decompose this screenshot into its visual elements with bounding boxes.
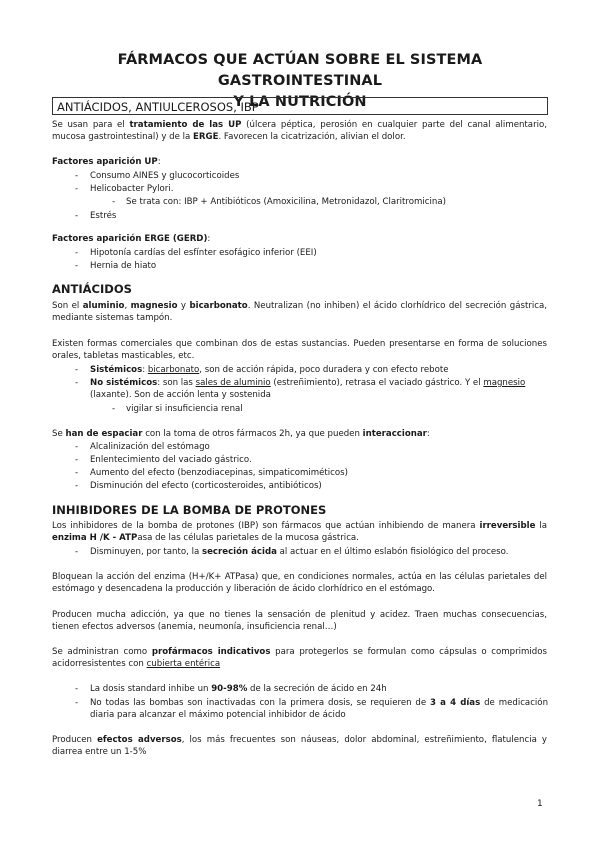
antiacidos-heading: ANTIÁCIDOS	[52, 282, 132, 296]
list-subitem: vigilar si insuficiencia renal	[126, 404, 243, 414]
list-item: Hernia de hiato	[90, 261, 157, 271]
list-item: Disminuyen, por tanto, la secreción ácida al actuar en el último eslabón fisiológico del proceso.	[90, 547, 509, 557]
factores-erge-heading: Factores aparición ERGE (GERD):	[52, 234, 211, 244]
antiacidos-paragraph-1: Son el aluminio, magnesio y bicarbonato. Neutralizan (no inhiben) el ácido clorhídrico del secreción gástrica, mediante sistemas tampón.	[52, 301, 548, 324]
list-item: Consumo AINES y glucocorticoides	[90, 171, 240, 181]
list-item: Estrés	[90, 211, 117, 221]
document-page: FÁRMACOS QUE ACTÚAN SOBRE EL SISTEMA GASTROINTESTINAL Y LA NUTRICIÓN ANTIÁCIDOS, ANTIULCEROSOS, IBP Se usan para el tratamiento de las UP (úlcera péptica, perosión en cualquier parte del canal alimentario, mucosa gastrointestinal) y de la ERGE. Favorecen la cicatrización, alivian el dolor. Factores aparición UP: - Consumo AINES y glucocorticoides - Helicobacter Pylori. - Se trata con: IBP + Antibióticos (Amoxicilina, Metronidazol, Claritromicina) - Estrés Factores aparición ERGE (GERD): - Hipotonía cardías del esfínter esofágico inferior (EEI) - Hernia de hiato ANTIÁCIDOS Son el aluminio, magnesio y bicarbonato. Neutralizan (no inhiben) el ácido clorhídrico del secreción gástrica, mediante sistemas tampón. Existen formas comerciales que combinan dos de estas sustancias. Pueden presentarse en forma de soluciones orales, tabletas masticables, etc. - Sistémicos: bicarbonato, son de acción rápida, poco duradera y con efecto rebote - No sistémicos: son las sales de aluminio (estreñimiento), retrasa el vaciado gástrico. Y el magnesio (laxante). Son de acción lenta y sostenida - vigilar si insuficiencia renal Se han de espaciar con la toma de otros fármacos 2h, ya que pueden interaccionar: - Alcalinización del estómago - Enlentecimiento del vaciado gástrico. - Aumento del efecto (benzodiacepinas, simpaticomiméticos) - Disminución del efecto (corticosteroides, antibióticos) INHIBIDORES DE LA BOMBA DE PROTONES Los inhibidores de la bomba de protones (IBP) son fármacos que actúan inhibiendo de manera irreversible la enzima H /K - ATPasa de las células parietales de la mucosa gástrica. - Disminuyen, por tanto, la secreción ácida al actuar en el último eslabón fisiológico del proceso. Bloquean la acción del enzima (H+/K+ ATPasa) que, en condiciones normales, actúa en las células parietales del estómago y desencadena la producción y liberación de ácido clorhídrico en el estómago. Producen mucha adicción, ya que no tienes la sensación de plenitud y acidez. Traen muchas consecuencias, tienen efectos adversos (anemia, neumonía, insuficiencia renal…) Se administran como profármacos indicativos para protegerlos se formulan como cápsulas o comprimidos acidorresistentes con cubierta entérica - La dosis standard inhibe un 90-98% de la secreción de ácido en 24h - No todas las bombas son inactivadas con la primera dosis, se requieren de 3 a 4 días de medicación diaria para alcanzar el máximo potencial inhibidor de ácido Producen efectos adversos, los más frecuentes son náuseas, dolor abdominal, estreñimiento, flatulencia y diarrea entre un 1-5% 1	[0, 0, 600, 848]
antiacidos-paragraph-2: Existen formas comerciales que combinan dos de estas sustancias. Pueden presentarse en forma de soluciones orales, tabletas masticables, etc.	[52, 339, 547, 362]
list-item: Enlentecimiento del vaciado gástrico.	[90, 455, 252, 465]
ibp-paragraph-3: Producen mucha adicción, ya que no tienes la sensación de plenitud y acidez. Traen muchas consecuencias, tienen efectos adversos (anemia, neumonía, insuficiencia renal…)	[52, 610, 547, 633]
list-item: No todas las bombas son inactivadas con la primera dosis, se requieren de 3 a 4 días de medicación diaria para alcanzar el máximo potencial inhibidor de ácido	[90, 698, 549, 721]
ibp-heading: INHIBIDORES DE LA BOMBA DE PROTONES	[52, 503, 327, 517]
list-item-sistemicos: Sistémicos: bicarbonato, son de acción rápida, poco duradera y con efecto rebote	[90, 365, 449, 375]
page-number: 1	[537, 799, 543, 809]
list-item: La dosis standard inhibe un 90-98% de la secreción de ácido en 24h	[90, 684, 387, 694]
ibp-paragraph-2: Bloquean la acción del enzima (H+/K+ ATPasa) que, en condiciones normales, actúa en las células parietales del estómago y desencadena la producción y liberación de ácido clorhídrico en el estómago.	[52, 572, 547, 595]
factores-up-heading: Factores aparición UP:	[52, 157, 161, 167]
section-box-heading: ANTIÁCIDOS, ANTIULCEROSOS, IBP	[52, 97, 548, 115]
list-item-no-sistemicos: No sistémicos: son las sales de aluminio (estreñimiento), retrasa el vaciado gástrico. Y el magnesio (laxante). Son de acción lenta y sostenida	[90, 378, 526, 401]
list-item: Helicobacter Pylori.	[90, 184, 174, 194]
title-line-2: Y LA NUTRICIÓN	[233, 94, 367, 110]
list-subitem: Se trata con: IBP + Antibióticos (Amoxicilina, Metronidazol, Claritromicina)	[126, 197, 446, 207]
ibp-paragraph-1: Los inhibidores de la bomba de protones (IBP) son fármacos que actúan inhibiendo de manera irreversible la enzima H /K - ATPasa de las células parietales de la mucosa gástrica.	[52, 521, 547, 544]
ibp-paragraph-4: Se administran como profármacos indicativos para protegerlos se formulan como cápsulas o comprimidos acidorresistentes con cubierta entérica	[52, 647, 547, 670]
list-item: Hipotonía cardías del esfínter esofágico inferior (EEI)	[90, 248, 317, 258]
list-item: Disminución del efecto (corticosteroides, antibióticos)	[90, 481, 322, 491]
list-item: Alcalinización del estómago	[90, 442, 210, 452]
intro-paragraph: Se usan para el tratamiento de las UP (úlcera péptica, perosión en cualquier parte del canal alimentario, mucosa gastrointestinal) y de la ERGE. Favorecen la cicatrización, alivian el dolor.	[52, 120, 547, 143]
title-line-1: FÁRMACOS QUE ACTÚAN SOBRE EL SISTEMA GASTROINTESTINAL	[117, 52, 483, 89]
antiacidos-paragraph-3: Se han de espaciar con la toma de otros fármacos 2h, ya que pueden interaccionar:	[52, 429, 430, 439]
ibp-paragraph-5: Producen efectos adversos, los más frecuentes son náuseas, dolor abdominal, estreñimiento, flatulencia y diarrea entre un 1-5%	[52, 735, 547, 758]
list-item: Aumento del efecto (benzodiacepinas, simpaticomiméticos)	[90, 468, 348, 478]
